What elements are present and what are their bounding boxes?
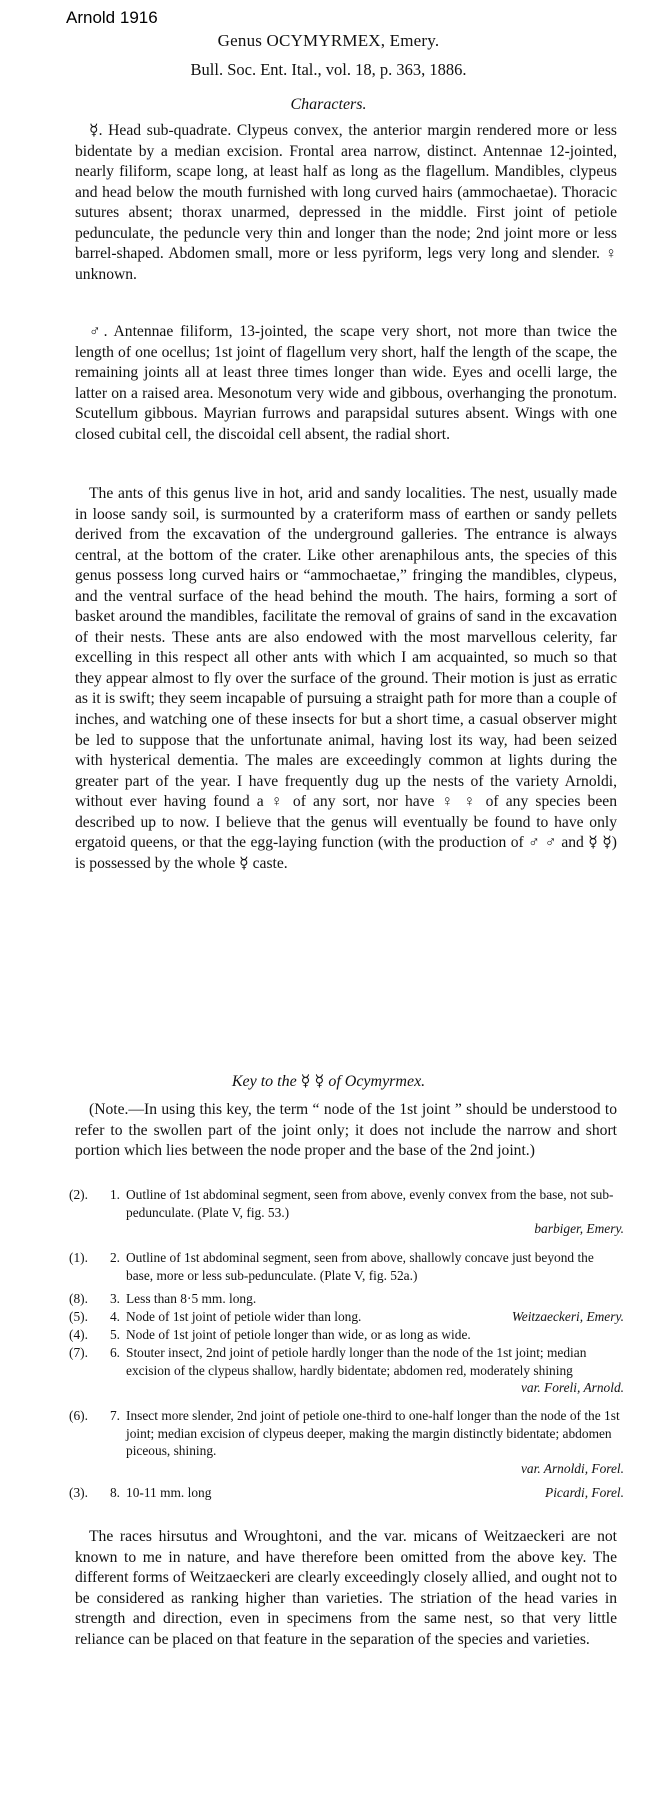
key-ref: (8). [69,1291,88,1306]
key-text: Outline of 1st abdominal segment, seen from above, shallowly concave just beyond the base, more or less sub-pedunculate. (Plate V, fig. 52a.) [126,1250,594,1283]
key-number: 8. [109,1485,120,1500]
key-ref: (4). [69,1327,88,1342]
male-paragraph: ♂. Antennae filiform, 13-jointed, the scape very short, not more than twice the length of one ocellus; 1st joint of flagellum very short, half the length of the scape, the remaining joints all at least three times longer than wide. Eyes and ocelli large, the latter on a raised area. Mesonotum very wide and gibbous, overhanging the pronotum. Scutellum gibbous. Mayrian furrows and parapsidal sutures absent. Wings with one closed cubital cell, the discoidal cell absent, the radial short. [75,323,617,443]
key-ref: (1). [69,1250,88,1265]
key-species: Weitzaeckeri, Emery. [511,1309,624,1324]
characters-heading: Characters. [290,96,367,113]
key-species: var. Arnoldi, Forel. [520,1461,624,1476]
key-species: barbiger, Emery. [534,1221,624,1236]
key-number: 2. [109,1250,120,1265]
key-text: Insect more slender, 2nd joint of petiole one-third to one-half longer than the node of the 1st joint; median excision of clypeus deeper, making the margin distinctly bidentate; abdomen piceous, shining. [126,1408,620,1459]
key-number: 1. [109,1187,120,1202]
source-tag: Arnold 1916 [66,8,158,27]
key-ref: (5). [69,1309,88,1324]
citation: Bull. Soc. Ent. Ital., vol. 18, p. 363, 1886. [190,60,467,79]
biology-paragraph: The ants of this genus live in hot, arid and sandy localities. The nest, usually made in loose sandy soil, is surmounted by a crateriform mass of earthen or sandy pellets derived from the excavation of the underground galleries. The entrance is always central, at the bottom of the crater. Like other arenaphilous ants, the species of this genus possess long curved hairs or “ammochaetae,” fringing the mandibles, clypeus, and the ventral surface of the head behind the mouth. The hairs, forming a sort of basket around the mandibles, facilitate the removal of grains of sand in the excavation of their nests. These ants are also endowed with the most marvellous celerity, far excelling in this respect all other ants with which I am acquainted, so much so that they appear almost to fly over the surface of the ground. Their motion is just as erratic as it is swift; they seem incapable of pursuing a straight path for more than a couple of inches, and watching one of these insects for but a short time, a casual observer might be led to suppose that the unfortunate animal, having lost its way, had been seized with hysterical dementia. The males are exceedingly common at lights during the greater part of the year. I have frequently dug up the nests of the variety Arnoldi, without ever having found a ♀ of any sort, nor have ♀ ♀ of any species been described up to now. I believe that the genus will eventually be found to have only ergatoid queens, or that the egg-laying function (with the production of ♂ ♂ and ☿ ☿) is possessed by the whole ☿ caste. [75,485,617,872]
worker-paragraph: ☿. Head sub-quadrate. Clypeus convex, the anterior margin rendered more or less bidentate by a median excision. Frontal area narrow, distinct. Antennae 12-jointed, nearly filiform, scape long, at least half as long as the flagellum. Mandibles, clypeus and head below the mouth furnished with long curved hairs (ammochaetae). Thoracic sutures absent; thorax unarmed, depressed in the middle. First joint of petiole pedunculate, the peduncle very thin and longer than the node; 2nd joint more or less barrel-shaped. Abdomen small, more or less pyriform, legs very long and slender. ♀ unknown. [75,122,617,283]
key-heading: Key to the ☿ ☿ of Ocymyrmex. [231,1073,426,1090]
key-ref: (6). [69,1408,88,1423]
key-ref: (7). [69,1345,88,1360]
key-ref: (3). [69,1485,88,1500]
key-ref: (2). [69,1187,88,1202]
key-text: Stouter insect, 2nd joint of petiole hardly longer than the node of the 1st joint; median excision of the clypeus shallow, hardly bidentate; abdomen red, moderately shining [126,1345,587,1378]
key-note: (Note.—In using this key, the term “ node of the 1st joint ” should be understood to refer to the swollen part of the joint only; it does not include the narrow and short portion which lies between the node proper and the base of the 2nd joint.) [75,1101,617,1160]
key-species: Picardi, Forel. [545,1485,624,1500]
key-species: var. Foreli, Arnold. [520,1380,624,1395]
key-number: 3. [109,1291,120,1306]
key-text: Node of 1st joint of petiole longer than wide, or as long as wide. [126,1327,471,1342]
key-row-2 [56,1249,624,1285]
key-row-7 [56,1407,624,1481]
closing-paragraph: The races hirsutus and Wroughtoni, and the var. micans of Weitzaeckeri are not known to me in nature, and have therefore been omitted from the above key. The different forms of Weitzaeckeri are clearly exceedingly closely allied, and ought not to be considered as ranking higher than varieties. The striation of the head varies in strength and direction, even in specimens from the same nest, so that very little reliance can be placed on that feature in the separation of the species and varieties. [75,1528,617,1648]
key-row-1 [56,1186,624,1234]
key-text: Outline of 1st abdominal segment, seen from above, evenly convex from the base, not sub-pedunculate. (Plate V, fig. 53.) [126,1187,614,1220]
key-text: Less than 8·5 mm. long. [126,1291,257,1306]
key-text: Node of 1st joint of petiole wider than long. [126,1309,362,1324]
key-row-6 [56,1344,624,1400]
key-number: 5. [109,1327,120,1342]
key-number: 7. [109,1408,120,1423]
key-number: 4. [109,1309,120,1324]
key-text: 10-11 mm. long [126,1485,212,1500]
genus-title: Genus OCYMYRMEX, Emery. [217,31,440,50]
key-number: 6. [109,1345,120,1360]
